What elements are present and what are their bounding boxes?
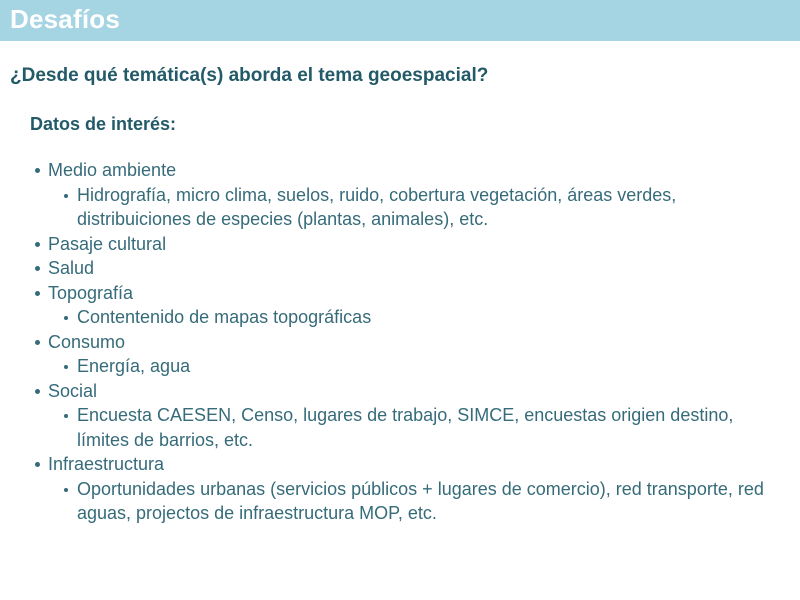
list-item xyxy=(64,403,800,452)
question-heading: ¿Desde qué temática(s) aborda el tema geoespacial? xyxy=(10,65,489,86)
list-item xyxy=(64,183,800,232)
list-item xyxy=(35,330,800,355)
list-item-text: Encuesta CAESEN, Censo, lugares de trabajo, SIMCE, encuestas origien destino, límites de barrios, etc. xyxy=(77,405,734,450)
list-item-text: Infraestructura xyxy=(48,454,165,474)
list-item xyxy=(64,354,800,379)
list-item xyxy=(64,477,800,526)
list-item-text: Hidrografía, micro clima, suelos, ruido, cobertura vegetación, áreas verdes, distribuiciones de especies (plantas, animales), etc. xyxy=(77,184,677,229)
bullet-icon xyxy=(64,365,68,369)
list-item-text: Salud xyxy=(48,258,95,278)
list-item-text: Energía, agua xyxy=(77,356,191,376)
bullet-icon xyxy=(64,194,68,198)
list-item xyxy=(35,158,800,183)
bullet-icon xyxy=(35,266,40,271)
list-item-text: Consumo xyxy=(48,331,126,352)
subtitle: Datos de interés: xyxy=(30,114,177,134)
list-item xyxy=(35,256,800,281)
list-item-text: Topografía xyxy=(48,282,134,303)
bullet-icon xyxy=(64,488,68,492)
bullet-icon xyxy=(35,340,40,345)
bullet-icon xyxy=(64,414,68,418)
list-item xyxy=(64,305,800,330)
bullet-icon xyxy=(35,168,40,173)
list-item-text: Social xyxy=(48,380,98,401)
bullet-list xyxy=(0,158,800,526)
list-item-text: Oportunidades urbanas (servicios públicos + lugares de comercio), red transporte, red aguas, projectos de infraestructura MOP, etc. xyxy=(77,478,764,523)
bullet-icon xyxy=(35,291,40,296)
bullet-icon xyxy=(64,316,68,320)
list-item xyxy=(35,452,800,477)
bullet-icon xyxy=(35,389,40,394)
list-item xyxy=(35,232,800,257)
list-item xyxy=(35,379,800,404)
list-item-text: Pasaje cultural xyxy=(48,233,167,254)
bullet-icon xyxy=(35,462,40,467)
list-item xyxy=(35,281,800,306)
list-item-text: Contentenido de mapas topográficas xyxy=(77,307,372,327)
header-bar xyxy=(0,0,800,41)
slide-title: Desafíos xyxy=(10,4,120,34)
bullet-icon xyxy=(35,242,40,247)
list-item-text: Medio ambiente xyxy=(48,160,177,180)
